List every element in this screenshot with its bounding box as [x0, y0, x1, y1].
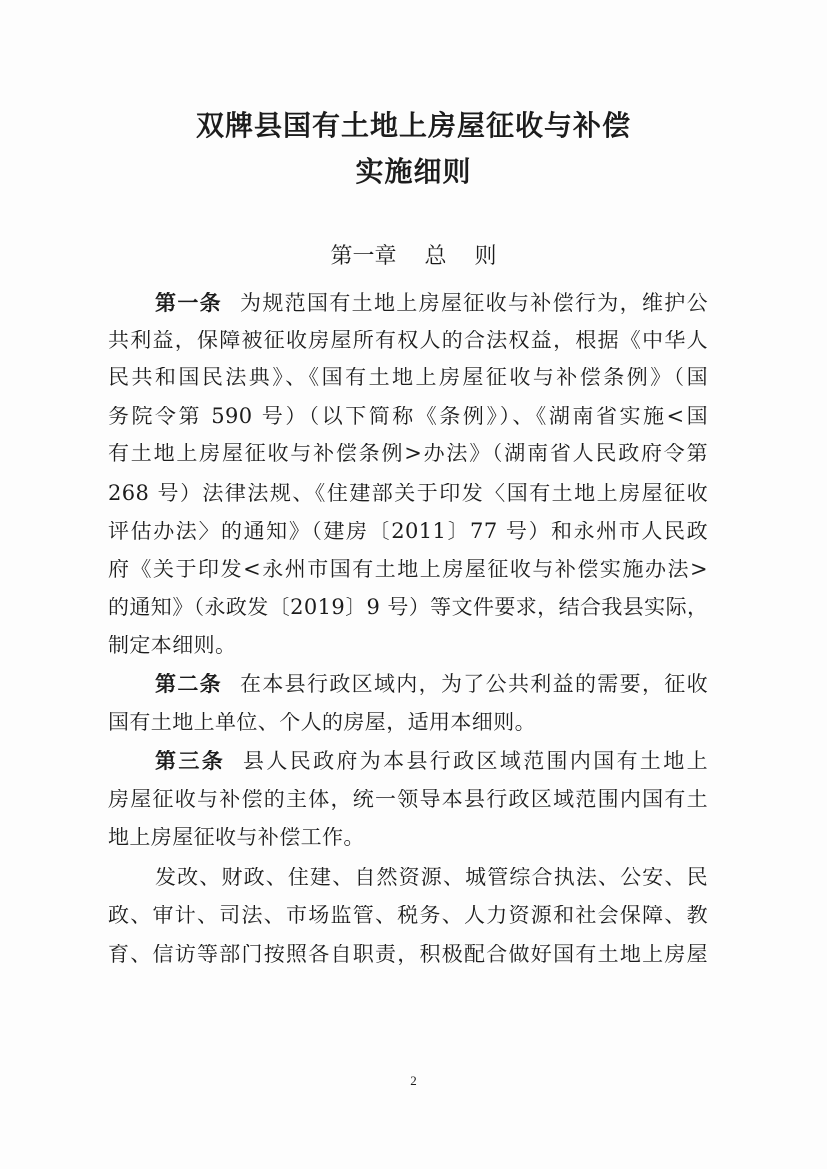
- article1-line: 有土地上房屋征收与补偿条例>办法》（湖南省人民政府令第: [108, 443, 708, 464]
- article1-line: 268 号）法律法规、《住建部关于印发〈国有土地上房屋征收: [108, 483, 708, 504]
- article1-line: 的通知》（永政发〔2019〕9 号）等文件要求，结合我县实际，: [108, 597, 708, 618]
- article1-line: 务院令第 590 号）（以下简称《条例》）、《湖南省实施<国: [108, 406, 708, 427]
- article3-label: 第三条: [155, 750, 226, 772]
- article1-line: 制定本细则。: [108, 635, 237, 656]
- chapter-heading: 第一章 总 则: [330, 244, 497, 269]
- article3-line: 地上房屋征收与补偿工作。: [108, 827, 365, 848]
- article1-line: 评估办法〉的通知》（建房〔2011〕77 号）和永州市人民政: [108, 521, 708, 542]
- article1-label: 第一条: [155, 292, 222, 314]
- document-title-line1: 双牌县国有土地上房屋征收与补偿: [195, 109, 631, 142]
- article2-line: 国有土地上单位、个人的房屋，适用本细则。: [108, 712, 536, 733]
- article2-label: 第二条: [155, 673, 222, 695]
- article1-line: 第一条 为规范国有土地上房屋征收与补偿行为，维护公: [155, 292, 708, 314]
- paragraph4-line: 发改、财政、住建、自然资源、城管综合执法、公安、民: [155, 867, 708, 888]
- article1-line: 民共和国民法典》、《国有土地上房屋征收与补偿条例》（国: [108, 367, 708, 388]
- page-number: 2: [410, 1073, 417, 1088]
- document-title-line2: 实施细则: [355, 155, 472, 188]
- article1-line: 府《关于印发<永州市国有土地上房屋征收与补偿实施办法>: [108, 559, 708, 580]
- article2-line: 第二条 在本县行政区域内，为了公共利益的需要，征收: [155, 673, 708, 695]
- article3-line: 房屋征收与补偿的主体，统一领导本县行政区域范围内国有土: [108, 789, 708, 810]
- article1-line: 共利益，保障被征收房屋所有权人的合法权益，根据《中华人: [108, 330, 708, 351]
- paragraph4-line: 政、审计、司法、市场监管、税务、人力资源和社会保障、教: [108, 905, 708, 926]
- paragraph4-line: 育、信访等部门按照各自职责，积极配合做好国有土地上房屋: [108, 944, 708, 965]
- article3-line: 第三条 县人民政府为本县行政区域范围内国有土地上: [155, 750, 708, 772]
